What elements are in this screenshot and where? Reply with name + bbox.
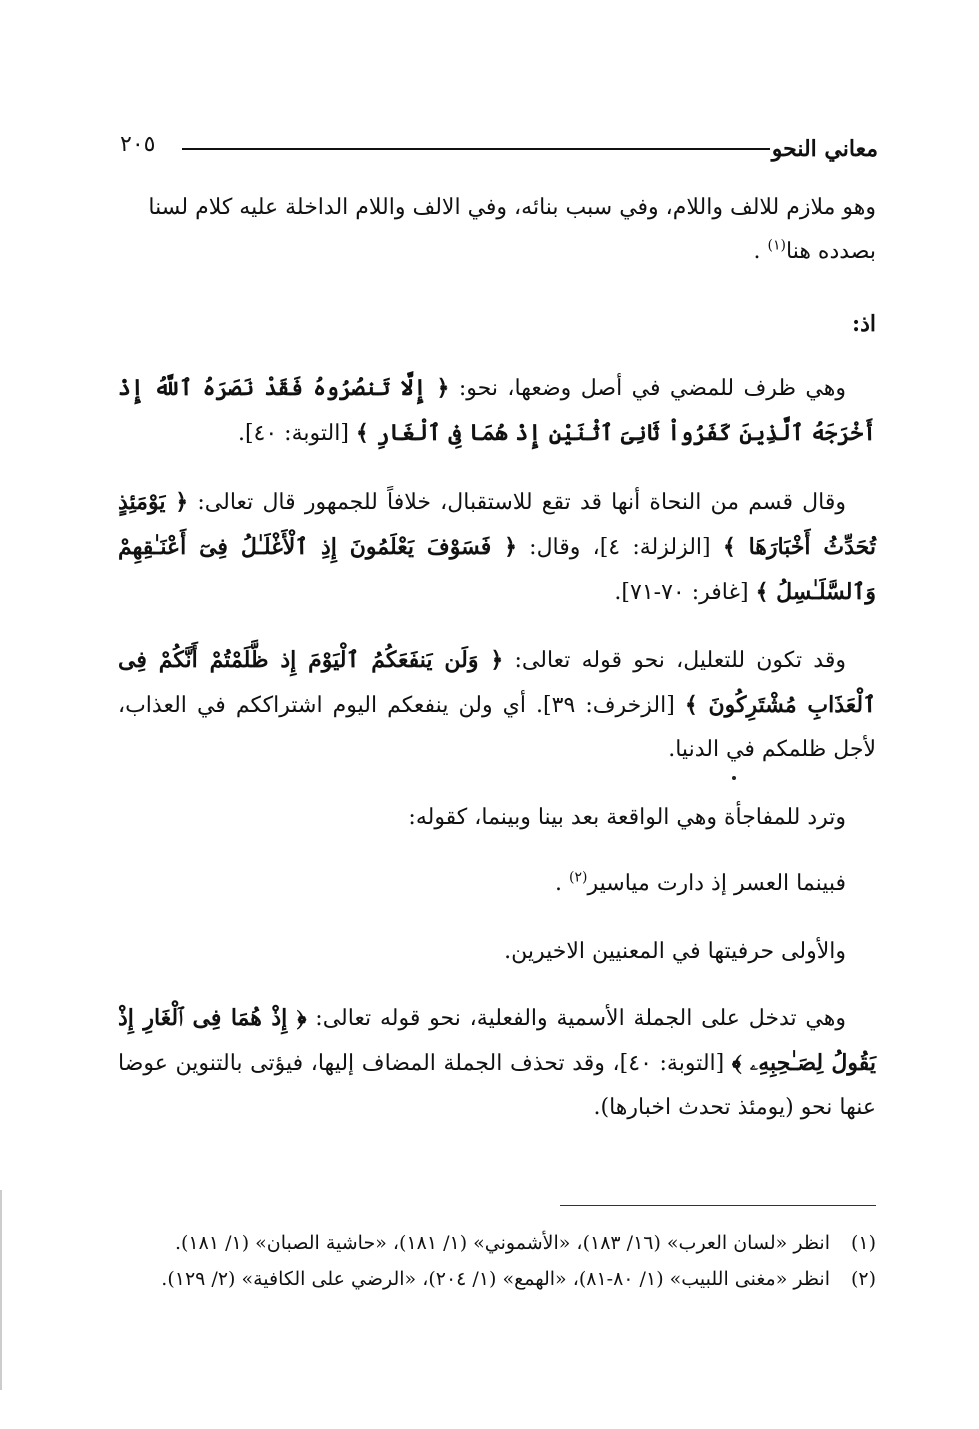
- paragraph-7-text-b: [التوبة: ٤٠]، وقد تحذف الجملة المضاف إليها، فيؤتى بالتنوين عوضا عنها نحو (يومئذ تحدث اخبارها).: [118, 1051, 876, 1120]
- footnote-ref-2: (٢): [569, 869, 588, 886]
- paragraph-4-text-b: [الزخرف: ٣٩]. أي ولن ينفعكم اليوم اشتراككم في العذاب، لأجل ظلمكم في الدنيا.: [118, 693, 876, 762]
- footnote-2-text: انظر «مغنى اللبيب» (١/ ٨٠-٨١)، «الهمع» (١/ ٢٠٤)، «الرضي على الكافية» (٢/ ١٢٩).: [161, 1268, 830, 1290]
- page-number: ٢٠٥: [120, 132, 156, 157]
- paragraph-4-text-a: وقد تكون للتعليل، نحو قوله تعالى:: [503, 648, 846, 673]
- quran-verse-ghafir-70-71: ﴿ فَسَوْفَ يَعْلَمُونَ إِذِ ٱلْأَغْلَـٰلُ فِىٓ أَعْنَـٰقِهِمْ وَٱلسَّلَـٰسِلُ ﴾: [118, 534, 876, 605]
- paragraph-1-line-1: وهو ملازم للالف واللام، وفي سبب بنائه، وفي الالف واللام الداخلة عليه كلام لسنا: [148, 195, 876, 220]
- footnote-1-text: انظر «لسان العرب» (١٦/ ١٨٣)، «الأشموني» (١/ ١٨١)، «حاشية الصبان» (١/ ١٨١).: [174, 1232, 830, 1254]
- paragraph-3-text-a: وقال قسم من النحاة أنها قد تقع للاستقبال، خلافاً للجمهور قال تعالى:: [188, 490, 846, 515]
- paragraph-4: [118, 638, 876, 772]
- paragraph-1: [118, 186, 876, 274]
- quran-verse-tawba-40-b: ﴿ إِذْ هُمَا فِى ٱلْغَارِ إِذْ يَقُولُ لِصَـٰحِبِهِۦ ﴾: [118, 1005, 877, 1076]
- paragraph-1-line-2: بصدده هنا: [785, 239, 876, 264]
- header-title: معاني النحو: [771, 136, 878, 162]
- paragraph-2-text-a: وهي ظرف للمضي في أصل وضعها، نحو:: [449, 376, 846, 401]
- quran-verse-zalzala-4: ﴿ يَوْمَئِذٍ تُحَدِّثُ أَخْبَارَهَا ﴾: [118, 489, 876, 560]
- paragraph-6-text: والأولى حرفيتها في المعنيين الاخيرين.: [504, 939, 846, 964]
- footnote-ref-1: (١): [767, 237, 786, 254]
- poetry-verse-end: .: [555, 871, 570, 896]
- paragraph-7: [118, 996, 876, 1130]
- paragraph-3: [118, 480, 876, 615]
- quran-verse-tawba-40: ﴿ إِلَّا تَنصُرُوهُ فَقَدْ نَصَرَهُ ٱللَّهُ إِذْ أَخْرَجَهُ ٱلَّذِينَ كَفَرُواْ ثَانِىَ ٱثْنَيْنِ إِذْ هُمَا فِى ٱلْغَارِ ﴾: [118, 375, 876, 446]
- paragraph-3-text-b: [الزلزلة: ٤]، وقال:: [516, 535, 723, 560]
- paragraph-5: [118, 796, 876, 840]
- poetry-verse: [118, 862, 876, 906]
- footnote-1: [150, 1228, 876, 1258]
- paragraph-1-end: .: [753, 239, 768, 264]
- paragraph-3-text-c: [غافر: ٧٠-٧١].: [614, 580, 756, 605]
- paragraph-2: [118, 366, 876, 456]
- section-heading: [118, 302, 876, 347]
- footnote-separator: [560, 1205, 876, 1206]
- heading-idh: اذ:: [851, 311, 876, 337]
- paragraph-7-text-a: وهي تدخل على الجملة الأسمية والفعلية، نحو قوله تعالى:: [306, 1006, 846, 1031]
- scan-edge-mark: [0, 1190, 2, 1390]
- quran-verse-zukhruf-39: ﴿ وَلَن يَنفَعَكُمُ ٱلْيَوْمَ إِذ ظَّلَمْتُمْ أَنَّكُمْ فِى ٱلْعَذَابِ مُشْتَرِكُونَ ﴾: [118, 647, 876, 718]
- stray-dot: [732, 776, 736, 780]
- paragraph-2-text-b: [التوبة: ٤٠].: [237, 421, 356, 446]
- poetry-verse-text: فبينما العسر إذ دارت مياسير: [587, 871, 846, 896]
- paragraph-6: [118, 930, 876, 974]
- paragraph-5-text: وترد للمفاجأة وهي الواقعة بعد بينا وبينما، كقوله:: [408, 805, 846, 830]
- header-rule: [182, 148, 770, 150]
- footnote-2: [150, 1264, 876, 1294]
- footnote-2-number: (٢): [850, 1268, 876, 1290]
- running-header: [120, 128, 878, 164]
- footnote-1-number: (١): [850, 1232, 876, 1254]
